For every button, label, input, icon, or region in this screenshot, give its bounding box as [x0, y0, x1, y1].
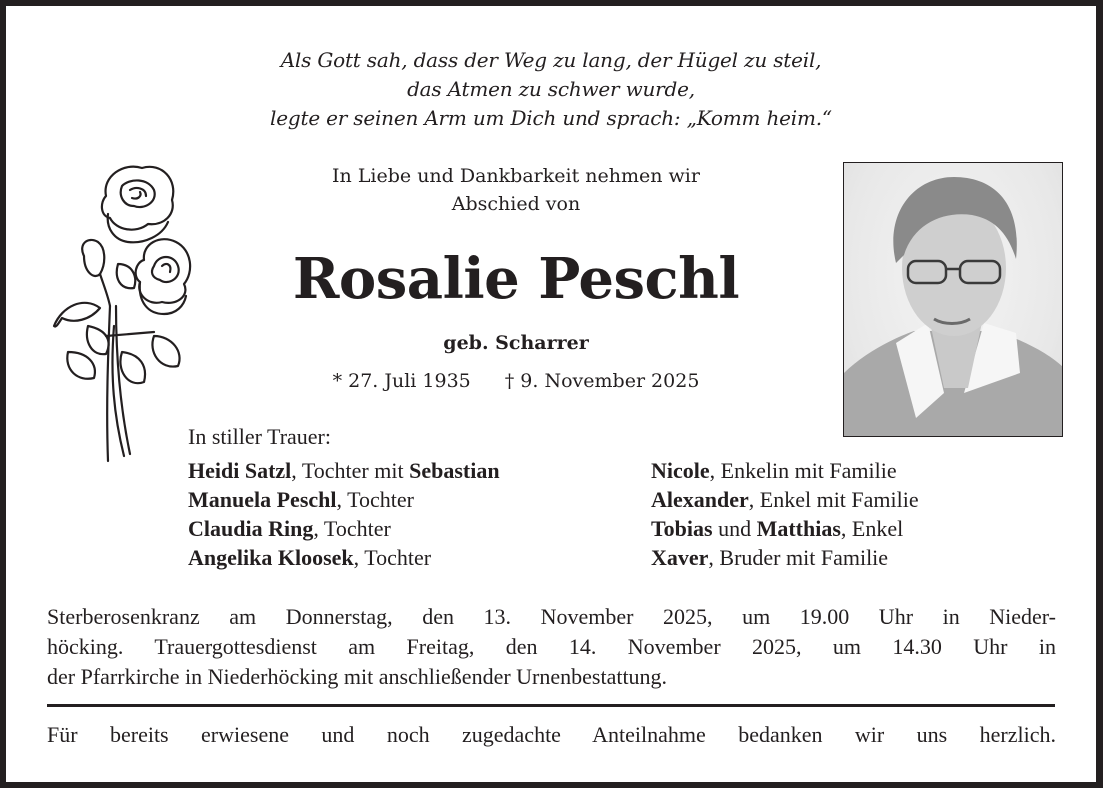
birth-date: * 27. Juli 1935	[332, 370, 471, 392]
service-line: Sterberosenkranz am Donnerstag, den 13. November 2025, um 19.00 Uhr in Nieder-	[47, 604, 1056, 629]
mourners-heading: In stiller Trauer:	[188, 424, 331, 449]
poem-line: legte er seinen Arm um Dich und sprach: „Komm heim.“	[270, 106, 832, 130]
intro-text	[236, 162, 796, 218]
thanks-text: Für bereits erwiesene und noch zugedachte Anteilnahme bedanken wir uns herzlich.	[47, 722, 1056, 747]
mourner-entry: Tobias und Matthias, Enkel	[651, 516, 904, 541]
mourner-entry: Alexander, Enkel mit Familie	[651, 487, 919, 512]
intro-line: In Liebe und Dankbarkeit nehmen wir	[332, 165, 700, 187]
deceased-name: Rosalie Peschl	[292, 246, 740, 312]
poem	[6, 46, 1096, 133]
intro-line: Abschied von	[451, 193, 581, 215]
divider-line	[47, 704, 1055, 707]
mourner-entry: Nicole, Enkelin mit Familie	[651, 458, 897, 483]
mourner-entry: Heidi Satzl, Tochter mit Sebastian	[188, 458, 500, 483]
service-details	[47, 602, 1056, 692]
maiden-name: geb. Scharrer	[443, 332, 589, 354]
poem-line: Als Gott sah, dass der Weg zu lang, der Hügel zu steil,	[280, 48, 822, 72]
mourner-entry: Angelika Kloosek, Tochter	[188, 545, 432, 570]
mourner-entry: Xaver, Bruder mit Familie	[651, 545, 889, 570]
mourners-list-left	[188, 456, 500, 572]
death-date: † 9. November 2025	[504, 370, 700, 392]
mourner-entry: Claudia Ring, Tochter	[188, 516, 391, 541]
mourners-list-right	[651, 456, 919, 572]
poem-line: das Atmen zu schwer wurde,	[407, 77, 695, 101]
portrait-photo	[843, 162, 1063, 437]
life-dates	[236, 368, 796, 394]
service-line: höcking. Trauergottesdienst am Freitag, den 14. November 2025, um 14.30 Uhr in	[47, 634, 1056, 659]
mourner-entry: Manuela Peschl, Tochter	[188, 487, 414, 512]
obituary-notice	[6, 6, 1096, 782]
portrait-figure	[844, 163, 1063, 437]
rose-bouquet-icon	[44, 156, 194, 468]
service-line: der Pfarrkirche in Niederhöcking mit anschließender Urnenbestattung.	[47, 664, 668, 689]
